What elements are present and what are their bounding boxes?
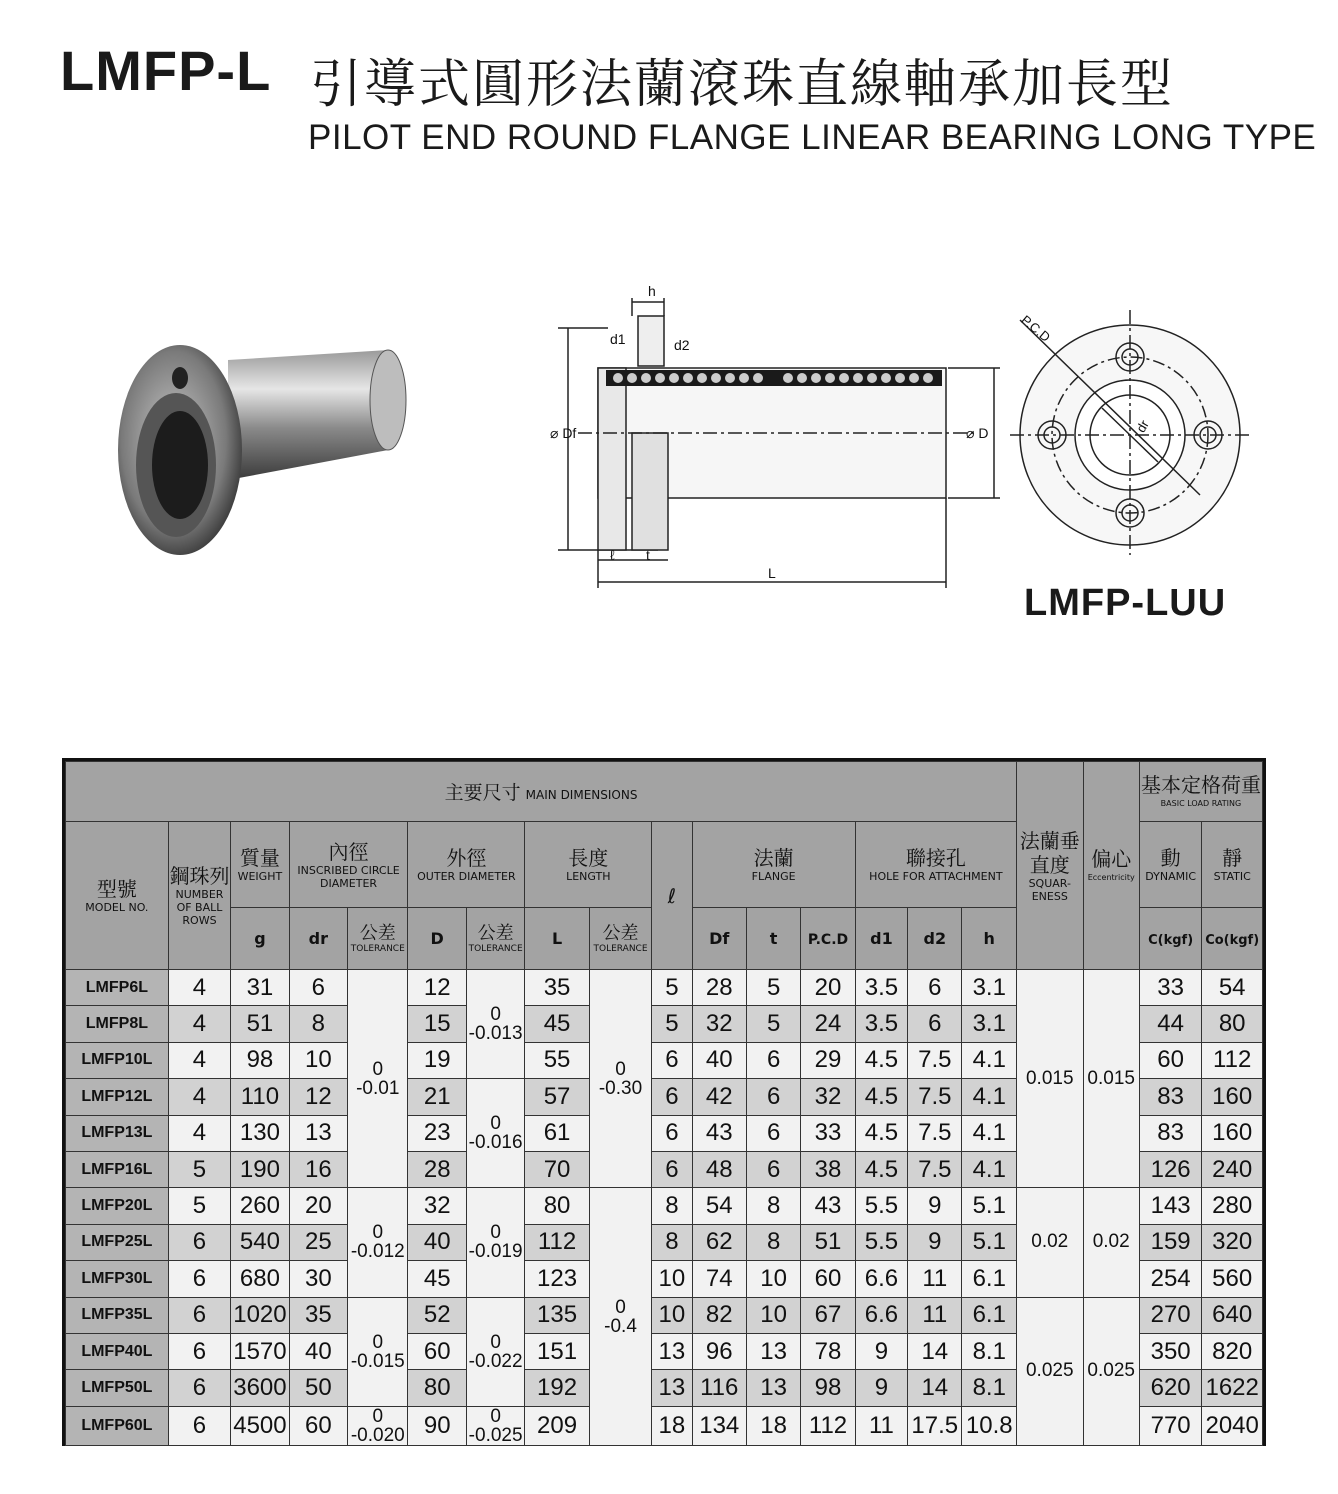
pcd-cell: 24 (801, 1006, 855, 1042)
eccentricity-cell: 0.02 (1083, 1188, 1139, 1297)
d1-cell: 6.6 (855, 1297, 907, 1333)
l-cell: 13 (652, 1333, 692, 1369)
L-cell: 55 (525, 1042, 589, 1078)
pcd-cell: 29 (801, 1042, 855, 1078)
d2-cell: 7.5 (908, 1042, 962, 1078)
tol-D-header: 公差 TOLERANCE (466, 908, 524, 970)
D-cell: 90 (408, 1406, 466, 1445)
dr-cell: 8 (289, 1006, 347, 1042)
model-cell: LMFP20L (66, 1188, 169, 1224)
pcd-cell: 33 (801, 1115, 855, 1151)
d1-cell: 9 (855, 1370, 907, 1406)
tolerance-upper: 0 (490, 1222, 501, 1244)
dr-cell: 16 (289, 1151, 347, 1187)
t-cell: 6 (746, 1042, 800, 1078)
tolerance-upper: 0 (490, 1406, 501, 1427)
dr-cell: 6 (289, 970, 347, 1006)
weight-cell: 260 (231, 1188, 289, 1224)
t-cell: 18 (746, 1406, 800, 1445)
tolerance-upper: 0 (490, 1004, 501, 1026)
dr-cell: 40 (289, 1333, 347, 1369)
D-cell: 52 (408, 1297, 466, 1333)
Df-cell: 40 (692, 1042, 746, 1078)
sym-dr: dr (289, 908, 347, 970)
dr-cell: 10 (289, 1042, 347, 1078)
tolerance-upper: 0 (372, 1331, 384, 1353)
pcd-cell: 51 (801, 1224, 855, 1260)
dynamic-load-cell: 270 (1139, 1297, 1201, 1333)
pcd-cell: 67 (801, 1297, 855, 1333)
main-dimensions-header: 主要尺寸 MAIN DIMENSIONS (66, 762, 1017, 822)
pcd-cell: 20 (801, 970, 855, 1006)
tolerance-upper: 0 (372, 1406, 384, 1427)
model-header: 型號 MODEL NO. (66, 822, 169, 970)
Df-cell: 96 (692, 1333, 746, 1369)
model-cell: LMFP25L (66, 1224, 169, 1260)
Df-cell: 32 (692, 1006, 746, 1042)
L-cell: 61 (525, 1115, 589, 1151)
Df-cell: 28 (692, 970, 746, 1006)
L-cell: 57 (525, 1079, 589, 1115)
model-cell: LMFP35L (66, 1297, 169, 1333)
flange-header: 法蘭 FLANGE (692, 822, 855, 908)
dim-d-label: ⌀ D (966, 425, 989, 441)
front-view-drawing (1010, 300, 1250, 560)
h-cell: 3.1 (962, 970, 1017, 1006)
Df-cell: 42 (692, 1079, 746, 1115)
h-cell: 6.1 (962, 1297, 1017, 1333)
D-tolerance-cell (466, 1297, 524, 1406)
dim-length-label: L (768, 565, 776, 581)
side-section-drawing (548, 278, 1008, 598)
t-cell: 8 (746, 1224, 800, 1260)
static-load-cell: 640 (1202, 1297, 1263, 1333)
dynamic-load-cell: 350 (1139, 1333, 1201, 1369)
bearing-photo (118, 330, 418, 570)
D-cell: 12 (408, 970, 466, 1006)
dynamic-load-cell: 770 (1139, 1406, 1201, 1445)
D-tolerance-cell (466, 970, 524, 1079)
weight-cell: 190 (231, 1151, 289, 1187)
h-cell: 5.1 (962, 1224, 1017, 1260)
d2-cell: 7.5 (908, 1115, 962, 1151)
sym-D: D (408, 908, 466, 970)
dr-cell: 60 (289, 1406, 347, 1445)
weight-cell: 1570 (231, 1333, 289, 1369)
balls-cell: 5 (168, 1188, 230, 1224)
weight-cell: 31 (231, 970, 289, 1006)
dim-df-label: ⌀ Df (550, 425, 577, 441)
dynamic-load-cell: 620 (1139, 1370, 1201, 1406)
model-cell: LMFP16L (66, 1151, 169, 1187)
dr-tolerance-cell (348, 1406, 408, 1445)
model-cell: LMFP10L (66, 1042, 169, 1078)
t-cell: 10 (746, 1297, 800, 1333)
L-cell: 135 (525, 1297, 589, 1333)
series-code: LMFP-L (60, 39, 272, 102)
spec-table-container (62, 758, 1266, 1446)
model-label: LMFP-LUU (1024, 582, 1227, 624)
sym-t: t (746, 908, 800, 970)
Df-cell: 54 (692, 1188, 746, 1224)
dynamic-load-cell: 33 (1139, 970, 1201, 1006)
t-cell: 6 (746, 1151, 800, 1187)
balls-header: 鋼珠列 NUMBER OF BALL ROWS (168, 822, 230, 970)
d2-cell: 14 (908, 1370, 962, 1406)
tol-L-header: 公差 TOLERANCE (589, 908, 651, 970)
inner-header: 內徑 INSCRIBED CIRCLE DIAMETER (289, 822, 408, 908)
h-cell: 3.1 (962, 1006, 1017, 1042)
squareness-cell: 0.025 (1017, 1297, 1083, 1445)
D-cell: 80 (408, 1370, 466, 1406)
weight-cell: 110 (231, 1079, 289, 1115)
d2-cell: 11 (908, 1261, 962, 1297)
eccentricity-header: 偏心 Eccentricity (1083, 762, 1139, 970)
l-cell: 6 (652, 1079, 692, 1115)
table-row (66, 1188, 1263, 1224)
d2-cell: 14 (908, 1333, 962, 1369)
t-cell: 6 (746, 1115, 800, 1151)
tolerance-upper: 0 (615, 1296, 626, 1318)
weight-cell: 130 (231, 1115, 289, 1151)
model-cell: LMFP40L (66, 1333, 169, 1369)
l-cell: 13 (652, 1370, 692, 1406)
d2-cell: 9 (908, 1224, 962, 1260)
tolerance-lower: -0.01 (356, 1077, 400, 1099)
dynamic-header: 動 DYNAMIC (1139, 822, 1201, 908)
tol-dr-header: 公差 TOLERANCE (348, 908, 408, 970)
t-cell: 6 (746, 1079, 800, 1115)
model-cell: LMFP60L (66, 1406, 169, 1445)
weight-cell: 3600 (231, 1370, 289, 1406)
dr-cell: 13 (289, 1115, 347, 1151)
length-header: 長度 LENGTH (525, 822, 652, 908)
balls-cell: 4 (168, 1006, 230, 1042)
L-cell: 209 (525, 1406, 589, 1445)
sym-l: ℓ (652, 822, 692, 970)
L-cell: 70 (525, 1151, 589, 1187)
model-cell: LMFP30L (66, 1261, 169, 1297)
model-cell: LMFP13L (66, 1115, 169, 1151)
d2-cell: 7.5 (908, 1151, 962, 1187)
tolerance-lower: -0.015 (350, 1350, 405, 1372)
d2-cell: 17.5 (908, 1406, 962, 1445)
l-cell: 8 (652, 1224, 692, 1260)
dim-t-label: t (646, 547, 650, 563)
weight-cell: 680 (231, 1261, 289, 1297)
D-cell: 60 (408, 1333, 466, 1369)
L-cell: 151 (525, 1333, 589, 1369)
dr-tolerance-cell (348, 1297, 408, 1406)
d2-cell: 11 (908, 1297, 962, 1333)
balls-cell: 4 (168, 970, 230, 1006)
static-load-cell: 280 (1202, 1188, 1263, 1224)
tolerance-upper: 0 (490, 1113, 501, 1135)
model-cell: LMFP6L (66, 970, 169, 1006)
h-cell: 4.1 (962, 1079, 1017, 1115)
d1-cell: 4.5 (855, 1151, 907, 1187)
Df-cell: 134 (692, 1406, 746, 1445)
L-cell: 112 (525, 1224, 589, 1260)
hole-header: 聯接孔 HOLE FOR ATTACHMENT (855, 822, 1016, 908)
outer-header: 外徑 OUTER DIAMETER (408, 822, 525, 908)
tolerance-lower: -0.016 (468, 1132, 523, 1154)
static-load-cell: 112 (1202, 1042, 1263, 1078)
tolerance-upper: 0 (372, 1058, 384, 1080)
dynamic-load-cell: 143 (1139, 1188, 1201, 1224)
d1-cell: 4.5 (855, 1115, 907, 1151)
squareness-cell: 0.015 (1017, 970, 1083, 1188)
weight-header: 質量 WEIGHT (231, 822, 289, 908)
balls-cell: 4 (168, 1115, 230, 1151)
static-header: 靜 STATIC (1202, 822, 1263, 908)
L-cell: 80 (525, 1188, 589, 1224)
pcd-cell: 60 (801, 1261, 855, 1297)
model-cell: LMFP50L (66, 1370, 169, 1406)
sym-Df: Df (692, 908, 746, 970)
balls-cell: 5 (168, 1151, 230, 1187)
d2-cell: 6 (908, 1006, 962, 1042)
pcd-cell: 38 (801, 1151, 855, 1187)
static-load-cell: 320 (1202, 1224, 1263, 1260)
weight-cell: 98 (231, 1042, 289, 1078)
sym-d2: d2 (908, 908, 962, 970)
dr-cell: 30 (289, 1261, 347, 1297)
l-cell: 8 (652, 1188, 692, 1224)
l-cell: 6 (652, 1115, 692, 1151)
eccentricity-cell: 0.015 (1083, 970, 1139, 1188)
sym-h: h (962, 908, 1017, 970)
weight-cell: 1020 (231, 1297, 289, 1333)
pcd-cell: 78 (801, 1333, 855, 1369)
D-cell: 45 (408, 1261, 466, 1297)
tolerance-upper: 0 (490, 1331, 501, 1353)
table-row (66, 1297, 1263, 1333)
Df-cell: 43 (692, 1115, 746, 1151)
l-cell: 18 (652, 1406, 692, 1445)
d1-cell: 5.5 (855, 1188, 907, 1224)
dr-cell: 50 (289, 1370, 347, 1406)
tolerance-upper: 0 (372, 1222, 384, 1244)
dynamic-load-cell: 83 (1139, 1115, 1201, 1151)
D-cell: 19 (408, 1042, 466, 1078)
balls-cell: 6 (168, 1333, 230, 1369)
sym-pcd: P.C.D (801, 908, 855, 970)
pcd-cell: 43 (801, 1188, 855, 1224)
t-cell: 13 (746, 1333, 800, 1369)
balls-cell: 6 (168, 1297, 230, 1333)
model-cell: LMFP12L (66, 1079, 169, 1115)
balls-cell: 4 (168, 1042, 230, 1078)
balls-cell: 4 (168, 1079, 230, 1115)
dim-h-label: h (648, 283, 656, 299)
static-load-cell: 160 (1202, 1115, 1263, 1151)
h-cell: 6.1 (962, 1261, 1017, 1297)
D-cell: 40 (408, 1224, 466, 1260)
L-cell: 192 (525, 1370, 589, 1406)
spec-table (65, 761, 1263, 1446)
h-cell: 10.8 (962, 1406, 1017, 1445)
L-cell: 45 (525, 1006, 589, 1042)
static-load-cell: 54 (1202, 970, 1263, 1006)
table-row (66, 970, 1263, 1006)
balls-cell: 6 (168, 1406, 230, 1445)
tolerance-lower: -0.30 (598, 1077, 643, 1099)
balls-cell: 6 (168, 1224, 230, 1260)
l-cell: 10 (652, 1261, 692, 1297)
pcd-cell: 32 (801, 1079, 855, 1115)
d1-cell: 9 (855, 1333, 907, 1369)
d1-cell: 5.5 (855, 1224, 907, 1260)
tolerance-lower: -0.4 (604, 1315, 637, 1337)
dynamic-load-cell: 254 (1139, 1261, 1201, 1297)
D-cell: 32 (408, 1188, 466, 1224)
t-cell: 10 (746, 1261, 800, 1297)
balls-cell: 6 (168, 1261, 230, 1297)
d2-cell: 6 (908, 970, 962, 1006)
static-load-cell: 80 (1202, 1006, 1263, 1042)
static-load-cell: 1622 (1202, 1370, 1263, 1406)
pcd-label: P.C.D (1018, 312, 1054, 345)
L-tolerance-cell (589, 970, 651, 1188)
weight-cell: 51 (231, 1006, 289, 1042)
static-load-cell: 240 (1202, 1151, 1263, 1187)
h-cell: 5.1 (962, 1188, 1017, 1224)
balls-cell: 6 (168, 1370, 230, 1406)
d1-cell: 6.6 (855, 1261, 907, 1297)
D-tolerance-cell (466, 1079, 524, 1188)
Df-cell: 74 (692, 1261, 746, 1297)
static-load-cell: 560 (1202, 1261, 1263, 1297)
h-cell: 4.1 (962, 1042, 1017, 1078)
dr-tolerance-cell (348, 1188, 408, 1297)
l-cell: 6 (652, 1042, 692, 1078)
D-tolerance-cell (466, 1406, 524, 1445)
dr-cell: 20 (289, 1188, 347, 1224)
l-cell: 5 (652, 1006, 692, 1042)
D-cell: 28 (408, 1151, 466, 1187)
Df-cell: 82 (692, 1297, 746, 1333)
sym-d1: d1 (855, 908, 907, 970)
tolerance-upper: 0 (615, 1058, 626, 1080)
pcd-cell: 112 (801, 1406, 855, 1445)
static-load-cell: 160 (1202, 1079, 1263, 1115)
t-cell: 13 (746, 1370, 800, 1406)
d2-cell: 9 (908, 1188, 962, 1224)
load-rating-header: 基本定格荷重 BASIC LOAD RATING (1139, 762, 1262, 822)
h-cell: 8.1 (962, 1333, 1017, 1369)
l-cell: 6 (652, 1151, 692, 1187)
l-cell: 5 (652, 970, 692, 1006)
tolerance-lower: -0.025 (468, 1424, 523, 1446)
title-english: PILOT END ROUND FLANGE LINEAR BEARING LONG TYPE (308, 118, 1317, 157)
Df-cell: 48 (692, 1151, 746, 1187)
t-cell: 5 (746, 970, 800, 1006)
dr-cell: 25 (289, 1224, 347, 1260)
D-cell: 21 (408, 1079, 466, 1115)
dr-cell: 35 (289, 1297, 347, 1333)
sym-L: L (525, 908, 589, 970)
d1-cell: 4.5 (855, 1042, 907, 1078)
sym-g: g (231, 908, 289, 970)
squareness-cell: 0.02 (1017, 1188, 1083, 1297)
model-cell: LMFP8L (66, 1006, 169, 1042)
tolerance-lower: -0.019 (468, 1241, 523, 1263)
dim-l-label: ℓ (610, 547, 615, 563)
h-cell: 4.1 (962, 1151, 1017, 1187)
l-cell: 10 (652, 1297, 692, 1333)
tolerance-lower: -0.020 (350, 1424, 405, 1446)
dynamic-load-cell: 44 (1139, 1006, 1201, 1042)
dynamic-load-cell: 126 (1139, 1151, 1201, 1187)
tolerance-lower: -0.022 (468, 1350, 523, 1372)
Df-cell: 116 (692, 1370, 746, 1406)
D-cell: 23 (408, 1115, 466, 1151)
h-cell: 8.1 (962, 1370, 1017, 1406)
dynamic-load-cell: 60 (1139, 1042, 1201, 1078)
t-cell: 8 (746, 1188, 800, 1224)
D-cell: 15 (408, 1006, 466, 1042)
L-cell: 35 (525, 970, 589, 1006)
D-tolerance-cell (466, 1188, 524, 1297)
static-load-cell: 2040 (1202, 1406, 1263, 1445)
squareness-header: 法蘭垂直度 SQUAR-ENESS (1017, 762, 1083, 970)
L-tolerance-cell (589, 1188, 651, 1445)
dim-d1-label: d1 (610, 331, 626, 347)
Df-cell: 62 (692, 1224, 746, 1260)
d2-cell: 7.5 (908, 1079, 962, 1115)
d1-cell: 4.5 (855, 1079, 907, 1115)
h-cell: 4.1 (962, 1115, 1017, 1151)
L-cell: 123 (525, 1261, 589, 1297)
dynamic-load-cell: 159 (1139, 1224, 1201, 1260)
weight-cell: 4500 (231, 1406, 289, 1445)
dim-d2-label: d2 (674, 337, 690, 353)
sym-Co: Co(kgf) (1202, 908, 1263, 970)
d1-cell: 11 (855, 1406, 907, 1445)
tolerance-lower: -0.013 (468, 1023, 523, 1045)
title-chinese: 引導式圓形法蘭滾珠直線軸承加長型 (310, 55, 1175, 115)
d1-cell: 3.5 (855, 970, 907, 1006)
weight-cell: 540 (231, 1224, 289, 1260)
tolerance-lower: -0.012 (350, 1241, 405, 1263)
dr-cell: 12 (289, 1079, 347, 1115)
t-cell: 5 (746, 1006, 800, 1042)
d1-cell: 3.5 (855, 1006, 907, 1042)
dr-tolerance-cell (348, 970, 408, 1188)
pcd-cell: 98 (801, 1370, 855, 1406)
dr-label: dr (1133, 417, 1152, 435)
static-load-cell: 820 (1202, 1333, 1263, 1369)
sym-C: C(kgf) (1139, 908, 1201, 970)
dynamic-load-cell: 83 (1139, 1079, 1201, 1115)
eccentricity-cell: 0.025 (1083, 1297, 1139, 1445)
